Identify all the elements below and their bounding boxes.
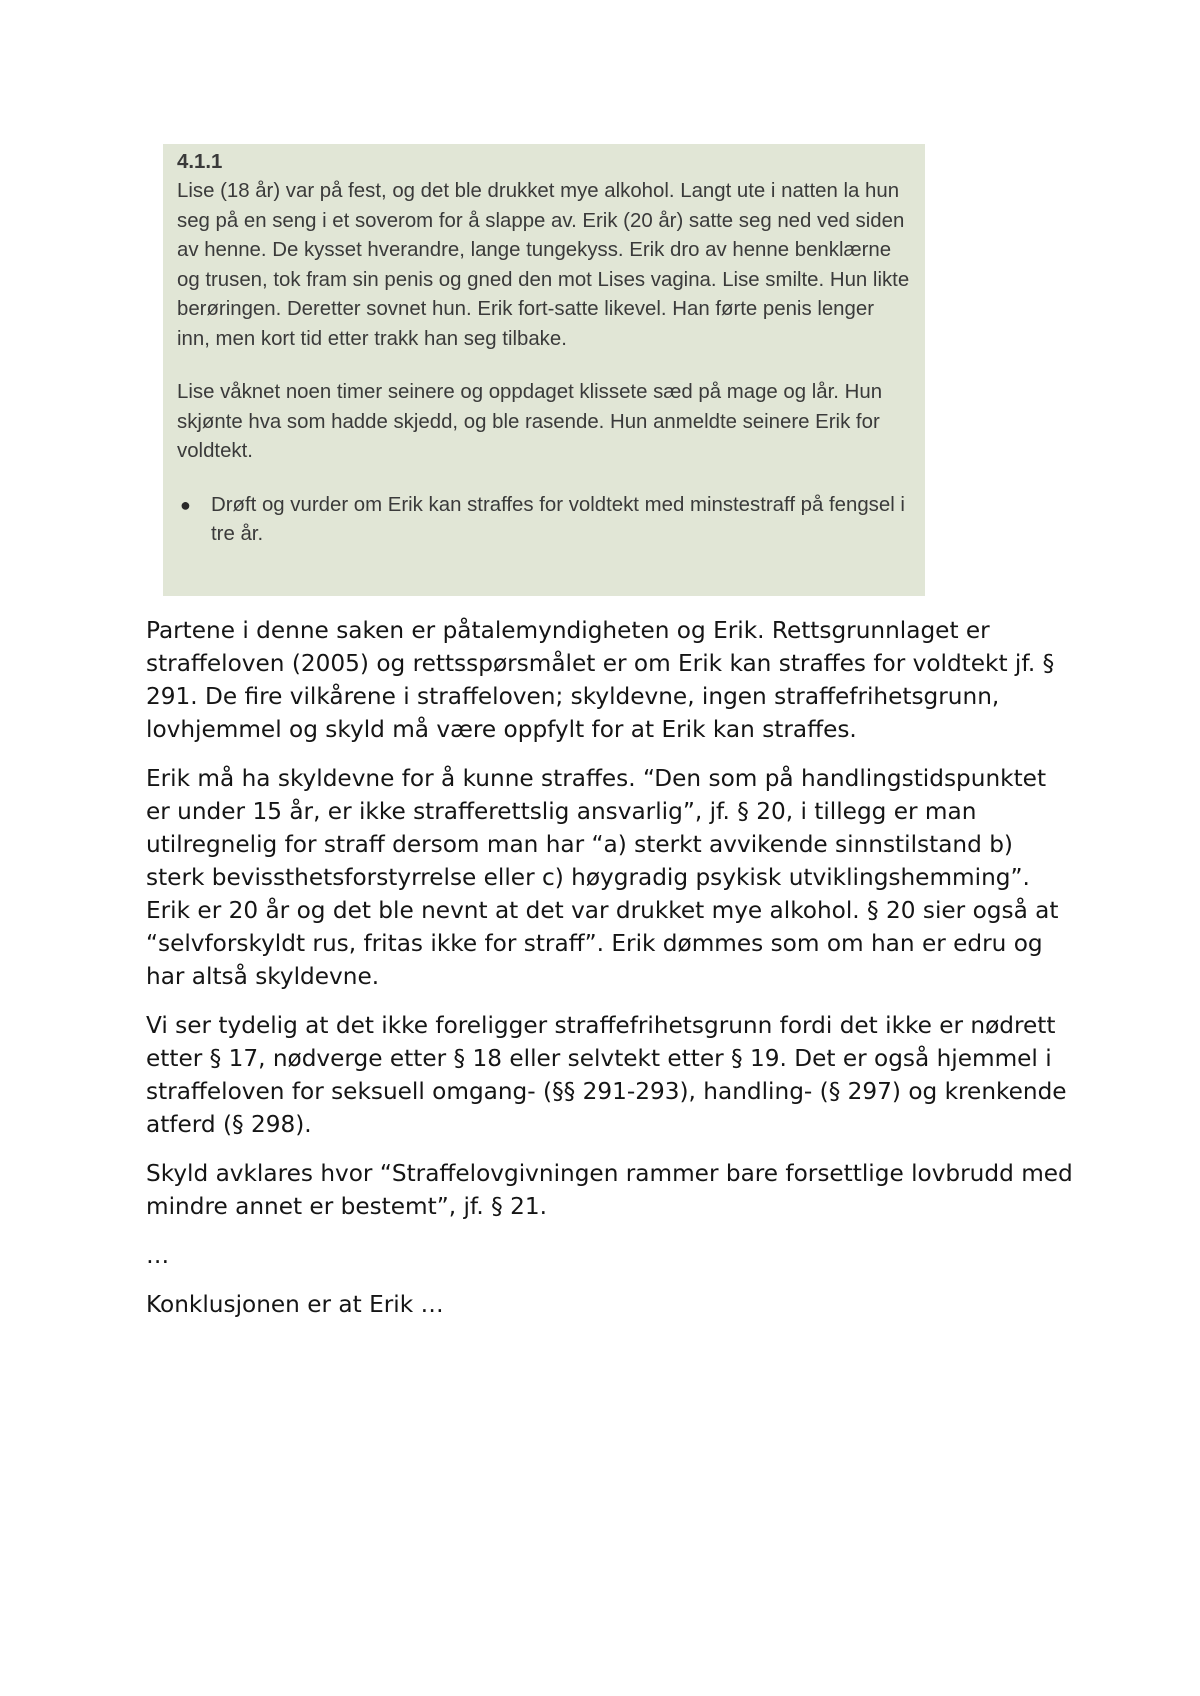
body-paragraph-4: Skyld avklares hvor “Straffelovgivningen rammer bare forsettlige lovbrudd med mindre annet er bestemt”, jf. § 21.: [146, 1160, 1073, 1220]
body-ellipsis: …: [146, 1242, 170, 1269]
excerpt-task-item: [177, 491, 911, 550]
excerpt-task-text: Drøft og vurder om Erik kan straffes for voldtekt med minstestraff på fengsel i tre år.: [211, 493, 905, 545]
excerpt-heading: 4.1.1: [177, 151, 223, 173]
answer-body: [146, 614, 1076, 1337]
excerpt-paragraph-2: Lise våknet noen timer seinere og oppdaget klissete sæd på mage og lår. Hun skjønte hva som hadde skjedd, og ble rasende. Hun anmeldte seinere Erik for voldtekt.: [177, 381, 883, 462]
body-paragraph-1: Partene i denne saken er påtalemyndigheten og Erik. Rettsgrunnlaget er straffeloven (2005) og rettsspørsmålet er om Erik kan straffes for voldtekt jf. § 291. De fire vilkårene i straffeloven; skyldevne, ingen straffefrihetsgrunn, lovhjemmel og skyld må være oppfylt for at Erik kan straffes.: [146, 617, 1055, 743]
body-paragraph-2: Erik må ha skyldevne for å kunne straffes. “Den som på handlingstidspunktet er under 15 år, er ikke strafferettslig ansvarlig”, jf. § 20, i tillegg er man utilregnelig for straff dersom man har “a) sterkt avvikende sinnstilstand b) sterk bevissthetsforstyrrelse eller c) høygradig psykisk utviklingshemming”. Erik er 20 år og det ble nevnt at det var drukket mye alkohol. § 20 sier også at “selvforskyldt rus, fritas ikke for straff”. Erik dømmes som om han er edru og har altså skyldevne.: [146, 765, 1059, 990]
body-conclusion: Konklusjonen er at Erik …: [146, 1291, 444, 1318]
excerpt-task-list: [177, 491, 911, 550]
textbook-excerpt-box: [163, 144, 925, 596]
excerpt-paragraph-1: Lise (18 år) var på fest, og det ble drukket mye alkohol. Langt ute i natten la hun seg på en seng i et soverom for å slappe av. Erik (20 år) satte seg ned ved siden av henne. De kysset hverandre, lange tungekyss. Erik dro av henne benklærne og trusen, tok fram sin penis og gned den mot Lises vagina. Lise smilte. Hun likte berøringen. Deretter sovnet hun. Erik fort-satte likevel. Han førte penis lenger inn, men kort tid etter trakk han seg tilbake.: [177, 180, 910, 350]
bullet-icon: ●: [180, 494, 191, 515]
body-paragraph-3: Vi ser tydelig at det ikke foreligger straffefrihetsgrunn fordi det ikke er nødrett etter § 17, nødverge etter § 18 eller selvtekt etter § 19. Det er også hjemmel i straffeloven for seksuell omgang- (§§ 291-293), handling- (§ 297) og krenkende atferd (§ 298).: [146, 1012, 1067, 1138]
